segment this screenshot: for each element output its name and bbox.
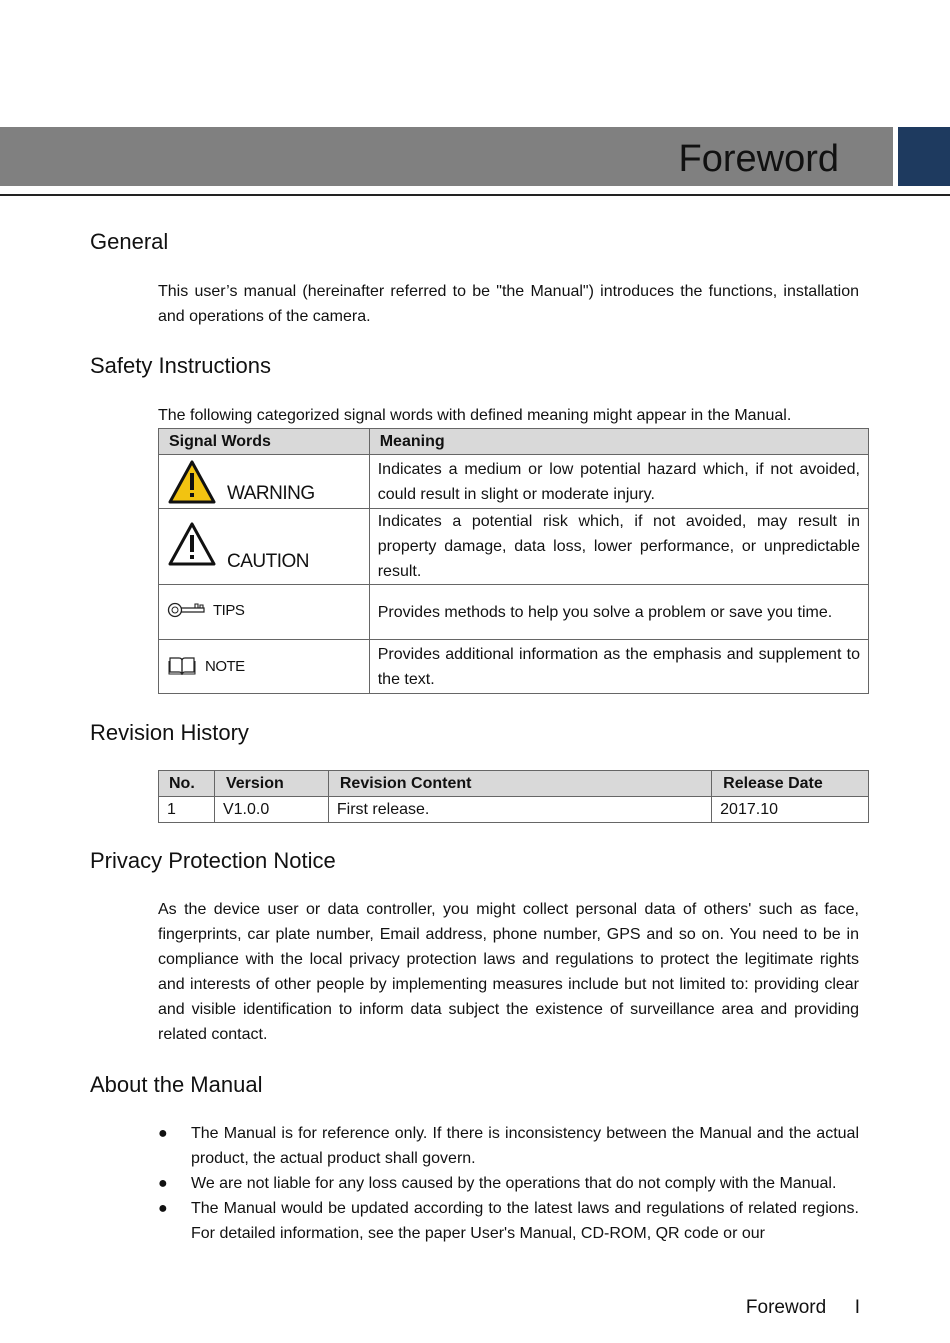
meaning-cell: Indicates a medium or low potential hazard which, if not avoided, could result in slight or moderate injury.: [369, 455, 868, 509]
table-row: [159, 455, 869, 509]
list-item: [158, 1121, 859, 1171]
page-footer: [746, 1297, 860, 1319]
revision-heading: Revision History: [90, 720, 249, 745]
list-item: [158, 1171, 859, 1196]
table-row: [159, 640, 869, 694]
table-header-cell: Revision Content: [328, 771, 711, 797]
footer-section: Foreword: [745, 1297, 827, 1318]
bullet-icon: ●: [158, 1175, 168, 1192]
table-cell: V1.0.0: [214, 797, 328, 823]
table-cell: 2017.10: [712, 797, 869, 823]
table-row: [159, 509, 869, 585]
bullet-icon: ●: [158, 1200, 168, 1217]
header-accent-block: [898, 127, 950, 186]
about-heading: About the Manual: [90, 1072, 263, 1097]
book-icon: [168, 655, 196, 677]
signal-word-cell: [159, 455, 370, 509]
page-title: Foreword: [678, 138, 839, 180]
list-item-text: We are not liable for any loss caused by the operations that do not comply with the Manual.: [191, 1175, 837, 1192]
meaning-cell: Indicates a potential risk which, if not avoided, may result in property damage, data loss, lower performance, or unpredictable result.: [369, 509, 868, 585]
list-item-text: The Manual is for reference only. If there is inconsistency between the Manual and the actual product, the actual product shall govern.: [191, 1125, 859, 1167]
table-header-cell: Signal Words: [159, 429, 370, 455]
header-divider: [0, 194, 950, 196]
bullet-icon: ●: [158, 1125, 168, 1142]
general-text: This user’s manual (hereinafter referred to be "the Manual") introduces the functions, installation and operations of the camera.: [158, 283, 859, 325]
meaning-cell: Provides methods to help you solve a problem or save you time.: [369, 585, 868, 640]
privacy-heading: Privacy Protection Notice: [90, 848, 336, 873]
table-cell: 1: [159, 797, 215, 823]
table-header-cell: Version: [214, 771, 328, 797]
revision-table: [158, 770, 869, 823]
about-list: [158, 1121, 859, 1246]
safety-intro: The following categorized signal words with defined meaning might appear in the Manual.: [158, 407, 792, 424]
table-header-cell: Release Date: [712, 771, 869, 797]
caution-triangle-icon: [167, 521, 217, 567]
signal-word-cell: [159, 509, 370, 585]
privacy-text: As the device user or data controller, you might collect personal data of others' such as face, fingerprints, car plate number, Email address, phone number, GPS and so on. You need to be in compliance with the local privacy protection laws and regulations to protect the legitimate rights and interests of other people by implementing measures include but not limited to: providing clear and visible identification to inform data subject the existence of surveillance area and providing related contact.: [158, 901, 859, 1043]
signal-word-cell: [159, 585, 370, 640]
table-header-cell: Meaning: [369, 429, 868, 455]
signal-word-label: TIPS: [213, 602, 245, 619]
table-cell: First release.: [328, 797, 711, 823]
safety-heading: Safety Instructions: [90, 353, 271, 378]
table-header-row: [159, 771, 869, 797]
key-icon: [167, 599, 207, 621]
signal-word-label: NOTE: [205, 658, 245, 675]
signal-word-label: CAUTION: [227, 551, 309, 572]
table-header-row: [159, 429, 869, 455]
signal-word-cell: [159, 640, 370, 694]
table-row: [159, 585, 869, 640]
signal-words-table: [158, 428, 869, 694]
general-heading: General: [90, 229, 169, 254]
warning-triangle-icon: [167, 459, 217, 505]
table-row: [159, 797, 869, 823]
meaning-cell: Provides additional information as the emphasis and supplement to the text.: [369, 640, 868, 694]
list-item: [158, 1196, 859, 1246]
table-header-cell: No.: [159, 771, 215, 797]
list-item-text: The Manual would be updated according to the latest laws and regulations of related regions. For detailed information, see the paper User's Manual, CD-ROM, QR code or our: [191, 1200, 859, 1242]
page-number: I: [854, 1297, 860, 1318]
signal-word-label: WARNING: [227, 483, 315, 504]
